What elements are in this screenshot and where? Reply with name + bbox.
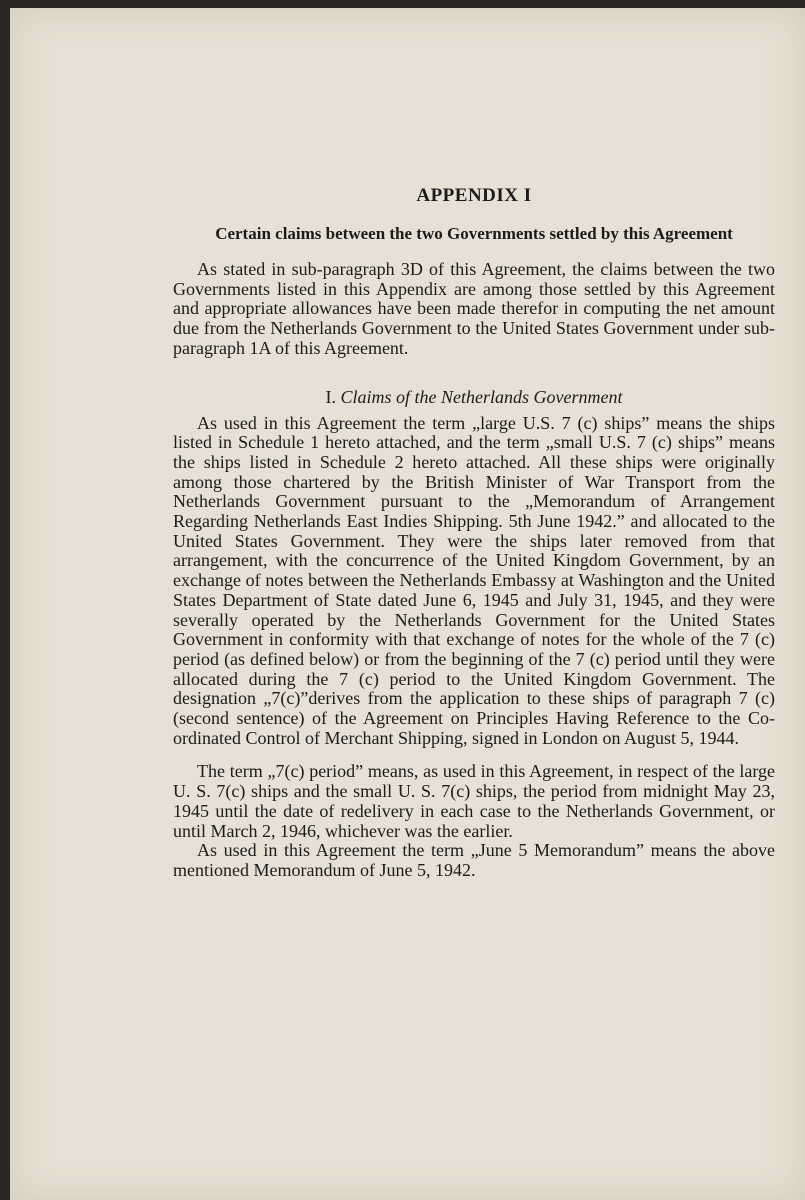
intro-paragraph: As stated in sub-paragraph 3D of this Agreement, the claims between the two Governments listed in this Appendix are among those settled by this Agreement and appropriate allowances have been made therefor in computing the net amount due from the Netherlands Government to the United States Government under sub-paragraph 1A of this Agreement.	[173, 259, 775, 358]
document-page	[10, 8, 805, 1200]
appendix-subtitle: Certain claims between the two Governments settled by this Agreement	[215, 224, 733, 243]
paragraph-memorandum-definition: As used in this Agreement the term „June 5 Memorandum” means the above mentioned Memorandum of June 5, 1942.	[173, 840, 775, 880]
appendix-title: APPENDIX I	[416, 185, 532, 206]
paragraph-period-definition: The term „7(c) period” means, as used in this Agreement, in respect of the large U. S. 7(c) ships and the small U. S. 7(c) ships, the period from midnight May 23, 1945 until the date of redelivery in each case to the Netherlands Government, or until March 2, 1946, whichever was the earlier.	[173, 761, 775, 841]
paragraph-ships-definition: As used in this Agreement the term „large U.S. 7 (c) ships” means the ships listed in Schedule 1 hereto attached, and the term „small U.S. 7 (c) ships” means the ships listed in Schedule 2 hereto attached. All these ships were originally among those chartered by the British Minister of War Transport from the Netherlands Government pursuant to the „Memorandum of Arrangement Regarding Netherlands East Indies Shipping. 5th June 1942.” and allocated to the United States Government. They were the ships later removed from that arrangement, with the concurrence of the United Kingdom Government, by an exchange of notes between the Netherlands Embassy at Washington and the United States Department of State dated June 6, 1945 and July 31, 1945, and they were severally operated by the Netherlands Government for the United States Government in conformity with that exchange of notes for the whole of the 7 (c) period (as defined below) or from the beginning of the 7 (c) period until they were allocated during the 7 (c) period to the United Kingdom Government. The designation „7(c)”derives from the application to these ships of paragraph 7 (c) (second sentence) of the Agreement on Principles Having Reference to the Co-ordinated Control of Merchant Shipping, signed in London on August 5, 1944.	[173, 412, 775, 748]
section-number: I.	[325, 386, 336, 407]
section-heading	[173, 387, 775, 408]
section-title: Claims of the Netherlands Government	[340, 386, 623, 407]
paragraph-gap	[173, 748, 775, 762]
page-content	[173, 185, 775, 881]
